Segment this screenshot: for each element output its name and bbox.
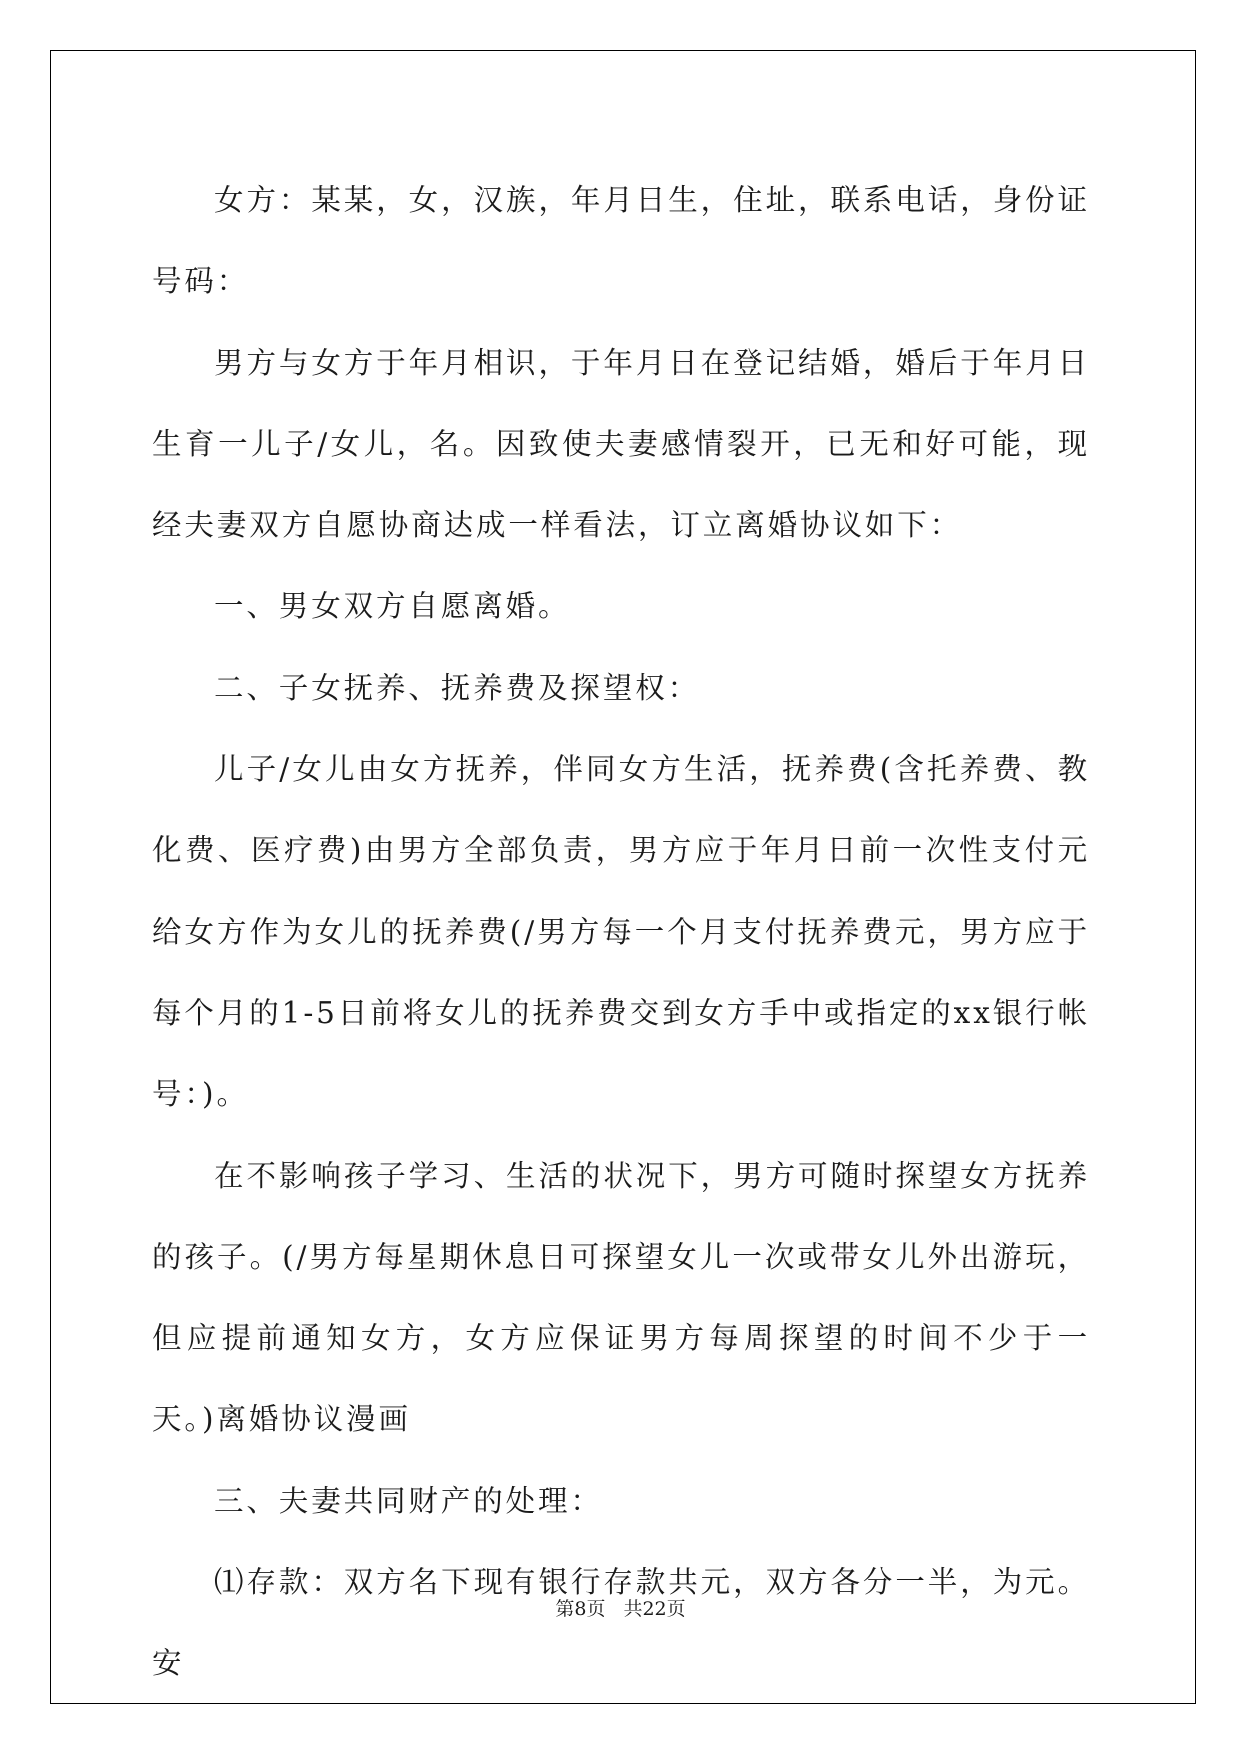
- paragraph: 在不影响孩子学习、生活的状况下，男方可随时探望女方抚养的孩子。(/男方每星期休息日可探望女儿一次或带女儿外出游玩，但应提前通知女方，女方应保证男方每周探望的时间不少于一天。)离婚协议漫画: [152, 1158, 1090, 1437]
- paragraph: ⑴存款：双方名下现有银行存款共元，双方各分一半，为元。安: [152, 1565, 1090, 1681]
- paragraph: 二、子女抚养、抚养费及探望权：: [214, 670, 701, 705]
- page-total: 共22页: [623, 1598, 686, 1620]
- page-number: 第8页: [555, 1598, 606, 1620]
- document-body: [152, 160, 1090, 1705]
- paragraph: 女方：某某，女，汉族，年月日生，住址，联系电话，身份证号码：: [152, 183, 1090, 299]
- paragraph: 儿子/女儿由女方抚养，伴同女方生活，抚养费(含托养费、教化费、医疗费)由男方全部负责，男方应于年月日前一次性支付元给女方作为女儿的抚养费(/男方每一个月支付抚养费元，男方应于每个月的1-5日前将女儿的抚养费交到女方手中或指定的xx银行帐号：)。: [152, 752, 1090, 1112]
- paragraph: 男方与女方于年月相识，于年月日在登记结婚，婚后于年月日生育一儿子/女儿，名。因致使夫妻感情裂开，已无和好可能，现经夫妻双方自愿协商达成一样看法，订立离婚协议如下：: [152, 345, 1090, 543]
- paragraph: 一、男女双方自愿离婚。: [214, 589, 571, 624]
- page-footer: [0, 1594, 1241, 1621]
- paragraph: 三、夫妻共同财产的处理：: [214, 1483, 603, 1518]
